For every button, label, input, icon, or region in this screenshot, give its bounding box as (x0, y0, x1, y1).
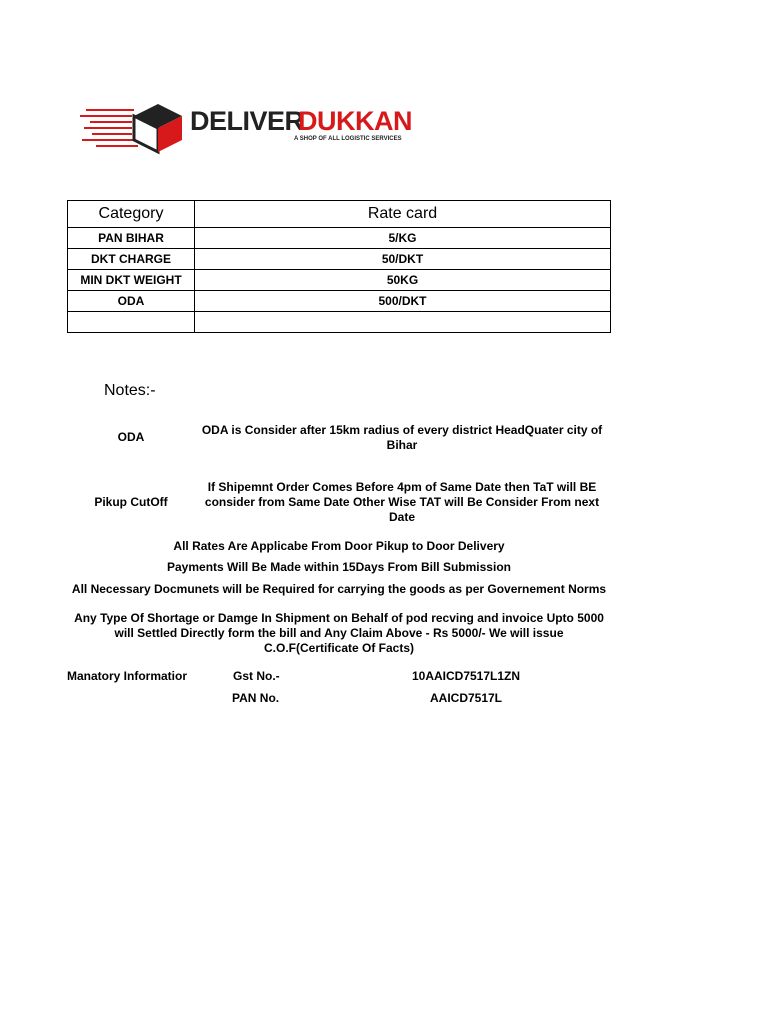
logo-word-dukkan: DUKKAN (298, 106, 412, 136)
table-row (68, 270, 611, 291)
category-cell: ODA (68, 291, 195, 312)
rate-cell: 5/KG (195, 228, 611, 249)
oda-text: ODA is Consider after 15km radius of every district HeadQuater city of Bihar (201, 423, 603, 452)
logo-tagline: A SHOP OF ALL LOGISTIC SERVICES (294, 136, 402, 142)
note-door-delivery: All Rates Are Applicabe From Door Pikup to Door Delivery (173, 539, 505, 553)
note-payment-terms: Payments Will Be Made within 15Days From Bill Submission (167, 560, 511, 574)
pan-value: AAICD7517L (429, 691, 503, 705)
logo-word-deliver: DELIVER (190, 106, 304, 136)
gst-value: 10AAICD7517L1ZN (411, 669, 521, 683)
company-logo (72, 98, 424, 156)
mandatory-info-label: Manatory Informatior (67, 669, 188, 683)
pan-label: PAN No. (232, 691, 280, 705)
table-row (68, 249, 611, 270)
category-cell (68, 312, 195, 333)
notes-heading: Notes:- (104, 382, 156, 399)
rate-card-table (67, 200, 611, 333)
table-row (68, 228, 611, 249)
pickup-cutoff-label: Pikup CutOff (94, 495, 168, 509)
gst-label: Gst No.- (233, 669, 280, 683)
note-documents: All Necessary Docmunets will be Required for carrying the goods as per Governement Norms (71, 582, 607, 596)
rate-cell: 50KG (195, 270, 611, 291)
rate-cell: 500/DKT (195, 291, 611, 312)
note-shortage-claim: Any Type Of Shortage or Damge In Shipment on Behalf of pod recving and invoice Upto 5000 will Settled Directly form the bill and Any Claim Above - Rs 5000/- We will issue C.O.F(Certificate Of Facts) (74, 611, 604, 655)
category-cell: DKT CHARGE (68, 249, 195, 270)
oda-label: ODA (117, 430, 145, 444)
header-category: Category (68, 201, 195, 228)
rate-cell: 50/DKT (195, 249, 611, 270)
rate-cell (195, 312, 611, 333)
header-rate-card: Rate card (195, 201, 611, 228)
table-header-row (68, 201, 611, 228)
delivery-box-icon (72, 98, 190, 156)
category-cell: PAN BIHAR (68, 228, 195, 249)
table-row-empty (68, 312, 611, 333)
table-row (68, 291, 611, 312)
category-cell: MIN DKT WEIGHT (68, 270, 195, 291)
pickup-cutoff-text: If Shipemnt Order Comes Before 4pm of Same Date then TaT will BE consider from Same Date Other Wise TAT will Be Consider From next Date (204, 480, 600, 524)
